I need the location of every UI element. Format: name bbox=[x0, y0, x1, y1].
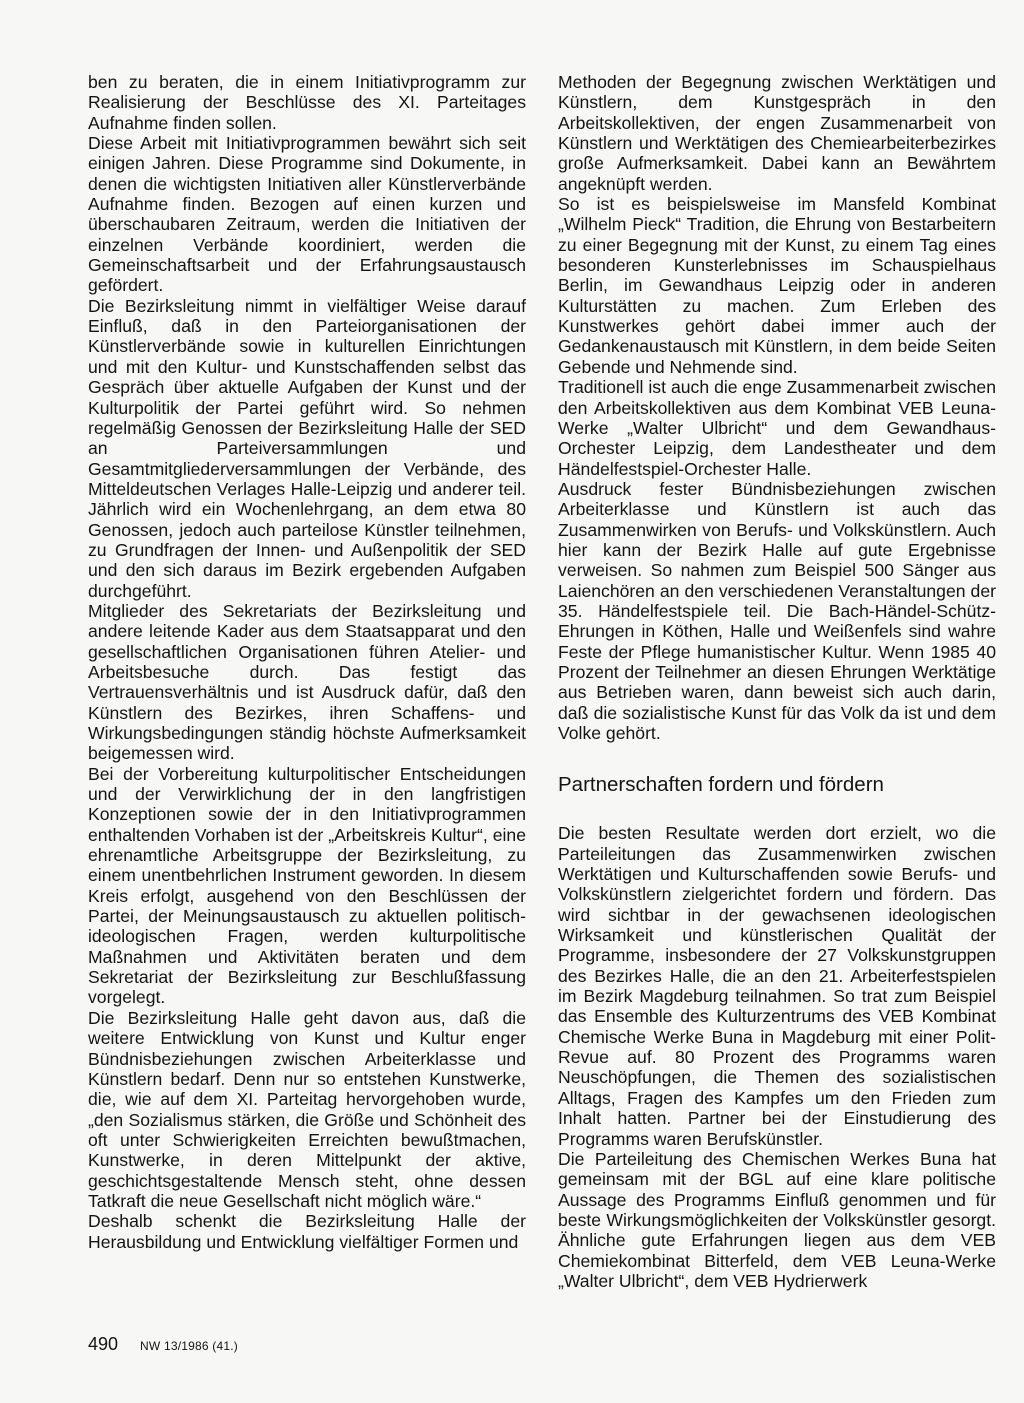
paragraph: Die Parteileitung des Chemischen Werkes Buna hat gemeinsam mit der BGL auf eine klare politische Aussage des Programms Einfluß genommen und für beste Wirkungsmöglichkeiten der Volkskünstler gesorgt. Ähnliche gute Erfahrungen liegen aus dem VEB Chemiekombinat Bitterfeld, dem VEB Leuna-Werke „Walter Ulbricht“, dem VEB Hydrierwerk bbox=[558, 1148, 996, 1291]
paragraph: Die Bezirksleitung Halle geht davon aus, daß die weitere Entwicklung von Kunst und Kultur enger Bündnisbeziehungen zwischen Arbeiterklasse und Künstlern bedarf. Denn nur so entstehen Kunstwerke, die, wie auf dem XI. Parteitag hervorgehoben wurde, „den Sozialismus stärken, die Größe und Schönheit des oft unter Schwierigkeiten Erreichten bewußtmachen, Kunstwerke, in deren Mittelpunkt der aktive, geschichtsgestaltende Mensch steht, ohne dessen Tatkraft die neue Gesellschaft nicht möglich wäre.“ bbox=[88, 1007, 526, 1211]
paragraph: ben zu beraten, die in einem Initiativprogramm zur Realisierung der Beschlüsse des XI. Parteitages Aufnahme finden sollen. bbox=[88, 72, 526, 133]
right-column bbox=[558, 72, 996, 1291]
paragraph: So ist es beispielsweise im Mansfeld Kombinat „Wilhelm Pieck“ Tradition, die Ehrung von Bestarbeitern zu einer Begegnung mit der Kunst, zu einem Tag eines besonderen Kunsterlebnisses im Schauspielhaus Berlin, im Gewandhaus Leipzig oder in anderen Kulturstätten zu machen. Zum Erleben des Kunstwerkes gehört dabei immer auch der Gedankenaustausch mit Künstlern, in dem beide Seiten Gebende und Nehmende sind. bbox=[558, 194, 996, 377]
paragraph: Deshalb schenkt die Bezirksleitung Halle der Herausbildung und Entwicklung vielfältiger Formen und bbox=[88, 1211, 526, 1252]
paragraph: Diese Arbeit mit Initiativprogrammen bewährt sich seit einigen Jahren. Diese Programme sind Dokumente, in denen die wichtigsten Initiativen aller Künstlerverbände Aufnahme finden. Bezogen auf einen kurzen und überschaubaren Zeitraum, werden die Initiativen der einzelnen Verbände koordiniert, werden die Gemeinschaftsarbeit und der Erfahrungsaustausch gefördert. bbox=[88, 133, 526, 296]
paragraph: Traditionell ist auch die enge Zusammenarbeit zwischen den Arbeitskollektiven aus dem Kombinat VEB Leuna-Werke „Walter Ulbricht“ und dem Gewandhaus-Orchester Leipzig, dem Landestheater und dem Händelfestspiel-Orchester Halle. bbox=[558, 377, 996, 479]
section-heading: Partnerschaften fordern und fördern bbox=[558, 773, 884, 797]
paragraph: Mitglieder des Sekretariats der Bezirksleitung und andere leitende Kader aus dem Staatsapparat und den gesellschaftlichen Organisationen führen Atelier- und Arbeitsbesuche durch. Das festigt das Vertrauensverhältnis und ist Ausdruck dafür, daß den Künstlern des Bezirkes, ihren Schaffens- und Wirkungsbedingungen ständig höchste Aufmerksamkeit beigemessen wird. bbox=[88, 600, 526, 764]
paragraph: Die Bezirksleitung nimmt in vielfältiger Weise darauf Einfluß, daß in den Parteiorganisationen der Künstlerverbände sowie in kulturellen Einrichtungen und mit den Kultur- und Kunstschaffenden selbst das Gespräch über aktuelle Aufgaben der Kunst und der Kulturpolitik der Partei geführt wird. So nehmen regelmäßig Genossen der Bezirksleitung Halle der SED an Parteiversammlungen und Gesamtmitgliederversammlungen der Verbände, des Mitteldeutschen Verlages Halle-Leipzig und anderer teil. Jährlich wird ein Wochenlehrgang, an dem etwa 80 Genossen, jedoch auch parteilose Künstler teilnehmen, zu Grundfragen der Innen- und Außenpolitik der SED und den sich daraus im Bezirk ergebenden Aufgaben durchgeführt. bbox=[88, 295, 526, 601]
paragraph: Methoden der Begegnung zwischen Werktätigen und Künstlern, dem Kunstgespräch in den Arbeitskollektiven, der engen Zusammenarbeit von Künstlern und Werktätigen des Chemiearbeiterbezirkes große Aufmerksamkeit. Dabei kann an Bewährtem angeknüpft werden. bbox=[558, 72, 996, 194]
page-number: 490 bbox=[88, 1334, 119, 1354]
paragraph: Die besten Resultate werden dort erzielt, wo die Parteileitungen das Zusammenwirken zwischen Werktätigen und Kulturschaffenden sowie Berufs- und Volkskünstlern zielgerichtet fordern und fördern. Das wird sichtbar in der gewachsenen ideologischen Wirksamkeit und künstlerischen Qualität der Programme, insbesondere der 27 Volkskunstgruppen des Bezirkes Halle, die an den 21. Arbeiterfestspielen im Bezirk Magdeburg teilnahmen. So trat zum Beispiel das Ensemble des Kulturzentrums des VEB Kombinat Chemische Werke Buna in Magdeburg mit einer Polit-Revue auf. 80 Prozent des Programms waren Neuschöpfungen, die Themen des sozialistischen Alltags, Fragen des Kampfes um den Frieden zum Inhalt hatten. Partner bei der Einstudierung des Programms waren Berufskünstler. bbox=[558, 823, 996, 1149]
paragraph: Ausdruck fester Bündnisbeziehungen zwischen Arbeiterklasse und Künstlern ist auch das Zusammenwirken von Berufs- und Volkskünstlern. Auch hier kann der Bezirk Halle auf gute Ergebnisse verweisen. So nahmen zum Beispiel 500 Sänger aus Laienchören an den verschiedenen Veranstaltungen der 35. Händelfestspiele teil. Die Bach-Händel-Schütz-Ehrungen in Köthen, Halle und Weißenfels sind wahre Feste der Pflege humanistischer Kultur. Wenn 1985 40 Prozent der Teilnehmer an diesen Ehrungen Werktätige aus Betrieben waren, dann beweist sich auch darin, daß die sozialistische Kunst für das Volk da ist und dem Volke gehört. bbox=[558, 478, 996, 743]
paragraph: Bei der Vorbereitung kulturpolitischer Entscheidungen und der Verwirklichung der in den langfristigen Konzeptionen sowie der in den Initiativprogrammen enthaltenden Vorhaben ist der „Arbeitskreis Kultur“, eine ehrenamtliche Arbeitsgruppe der Bezirksleitung, zu einem unentbehrlichen Instrument geworden. In diesem Kreis erfolgt, ausgehend von den Beschlüssen der Partei, der Meinungsaustausch zu aktuellen politisch-ideologischen Fragen, werden kulturpolitische Maßnahmen und Aktivitäten beraten und dem Sekretariat der Bezirksleitung zur Beschlußfassung vorgelegt. bbox=[88, 763, 526, 1008]
issue-reference: NW 13/1986 (41.) bbox=[140, 1339, 238, 1353]
page-footer bbox=[88, 1334, 238, 1355]
left-column bbox=[88, 72, 526, 1252]
